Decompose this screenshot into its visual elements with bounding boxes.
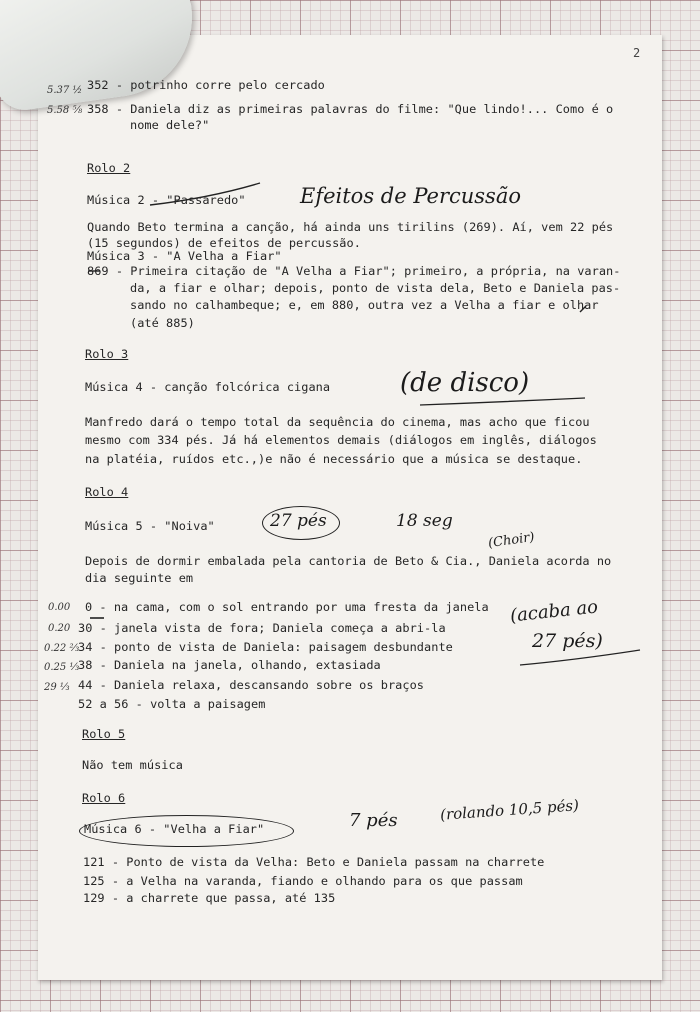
music-6-title: Música 6 - "Velha a Fiar" <box>84 822 265 836</box>
margin-note: 0.20 <box>48 623 71 634</box>
reel-4-heading: Rolo 4 <box>85 485 129 499</box>
cue-121: 121 - Ponto de vista da Velha: Beto e Daniela passam na charrete <box>83 855 545 869</box>
handwritten-de-disco: (de disco) <box>400 368 530 398</box>
cue-0: 0 - na cama, com o sol entrando por uma fresta da janela <box>85 600 489 614</box>
handwritten-18-seg: 18 seg <box>396 511 453 531</box>
circle-mark <box>262 506 340 540</box>
handwritten-rolando: (rolando 10,5 pés) <box>439 796 580 824</box>
handwritten-acaba-line2: 27 pés) <box>532 630 603 652</box>
margin-note: 0.00 <box>48 602 71 613</box>
reel-2-heading: Rolo 2 <box>87 161 131 175</box>
body-line: Depois de dormir embalada pela cantoria de Beto & Cia., Daniela acorda no <box>85 554 612 568</box>
handwritten-27-pes: 27 pés <box>270 511 327 531</box>
body-line: mesmo com 334 pés. Já há elementos demais (diálogos em inglês, diálogos <box>85 433 597 447</box>
body-line: Quando Beto termina a canção, há ainda uns tirilins (269). Aí, vem 22 pés <box>87 220 614 234</box>
music-4-title: Música 4 - canção folcórica cigana <box>85 380 331 394</box>
music-2-title: Música 2 - "Passaredo" <box>87 193 246 207</box>
music-5-title: Música 5 - "Noiva" <box>85 519 215 533</box>
margin-note: 5.58 ⅝ <box>47 105 83 116</box>
margin-note: 0.25 ⅓ <box>44 662 80 673</box>
cue-38: 38 - Daniela na janela, olhando, extasiada <box>78 658 381 672</box>
cue-52-56: 52 a 56 - volta a paisagem <box>78 697 266 711</box>
cue-30: 30 - janela vista de fora; Daniela começa a abri-la <box>78 621 446 635</box>
body-line: (até 885) <box>130 316 195 330</box>
handwritten-efeitos: Efeitos de Percussão <box>300 184 521 208</box>
cue-129: 129 - a charrete que passa, até 135 <box>83 891 336 905</box>
page-number: 2 <box>633 46 641 60</box>
body-line: (15 segundos) de efeitos de percussão. <box>87 236 361 250</box>
cue-358: 358 - Daniela diz as primeiras palavras do filme: "Que lindo!... Como é o <box>87 102 614 116</box>
body-line: Não tem música <box>82 758 183 772</box>
margin-note: 0.22 ⅔ <box>44 643 80 654</box>
handwritten-acaba-line1: (acaba ao <box>509 596 599 627</box>
margin-note: 5.37 ½ <box>47 85 83 96</box>
body-line: na platéia, ruídos etc.,)e não é necessário que a música se destaque. <box>85 452 583 466</box>
cue-125: 125 - a Velha na varanda, fiando e olhando para os que passam <box>83 874 523 888</box>
margin-note: 29 ⅓ <box>44 682 70 693</box>
cue-44: 44 - Daniela relaxa, descansando sobre os braços <box>78 678 425 692</box>
body-line: da, a fiar e olhar; depois, ponto de vista dela, Beto e Daniela pas- <box>130 281 621 295</box>
body-line: Manfredo dará o tempo total da sequência do cinema, mas acho que ficou <box>85 415 590 429</box>
reel-3-heading: Rolo 3 <box>85 347 129 361</box>
reel-5-heading: Rolo 5 <box>82 727 126 741</box>
cue-352: 352 - potrinho corre pelo cercado <box>87 78 325 92</box>
reel-6-heading: Rolo 6 <box>82 791 126 805</box>
handwritten-choir: (Choir) <box>487 529 536 552</box>
body-line: sando no calhambeque; e, em 880, outra vez a Velha a fiar e olhar <box>130 298 599 312</box>
circle-mark <box>79 815 294 847</box>
cue-34: 34 - ponto de vista de Daniela: paisagem desbundante <box>78 640 453 654</box>
handwritten-7-pes: 7 pés <box>349 810 398 831</box>
music-3-title: Música 3 - "A Velha a Fiar" <box>87 249 282 263</box>
body-line: dia seguinte em <box>85 571 194 585</box>
cue-358-cont: nome dele?" <box>130 118 210 132</box>
cue-869: 869 - Primeira citação de "A Velha a Fiar"; primeiro, a própria, na varan- <box>87 264 621 278</box>
